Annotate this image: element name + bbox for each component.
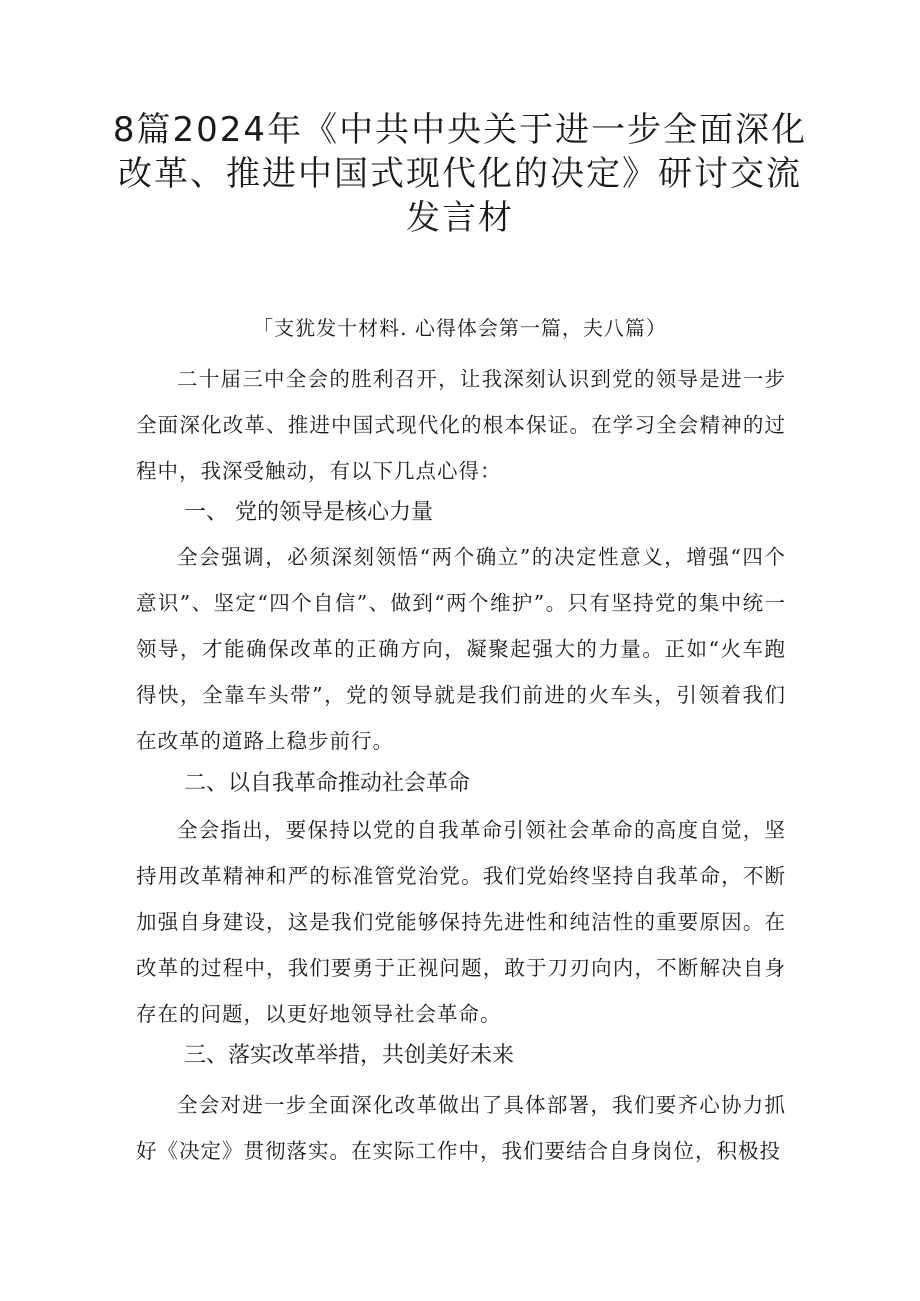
section-1-body: 全会强调，必须深刻领悟“两个确立”的决定性意义，增强“四个意识”、坚定“四个自信”、做到“两个维护”。只有坚持党的集中统一领导，才能确保改革的正确方向，凝聚起强大的力量。正如“火车跑得快，全靠车头带”，党的领导就是我们前进的火车头，引领着我们在改革的道路上稳步前行。 [136, 545, 786, 753]
document-subtitle: 「支犹发十材料. 心得体会第一篇，夫八篇） [253, 316, 667, 340]
intro-paragraph: 二十届三中全会的胜利召开，让我深刻认识到党的领导是进一步全面深化改革、推进中国式现代化的根本保证。在学习全会精神的过程中，我深受触动，有以下几点心得： [136, 367, 786, 483]
title-line-1: 8篇2024年《中共中央关于进一步全面深化 [112, 110, 808, 150]
section-2-body: 全会指出，要保持以党的自我革命引领社会革命的高度自觉，坚持用改革精神和严的标准管党治党。我们党始终坚持自我革命，不断加强自身建设，这是我们党能够保持先进性和纯洁性的重要原因。在改革的过程中，我们要勇于正视问题，敢于刀刃向内，不断解决自身存在的问题，以更好地领导社会革命。 [136, 818, 786, 1026]
section-3-heading: 三、落实改革举措，共创美好未来 [184, 1043, 515, 1068]
section-3-body: 全会对进一步全面深化改革做出了具体部署，我们要齐心协力抓好《决定》贯彻落实。在实际工作中，我们要结合自身岗位，积极投 [136, 1093, 786, 1163]
document-title [60, 108, 860, 240]
title-line-3: 发言材 [406, 198, 514, 238]
section-1-heading: 一、 党的领导是核心力量 [184, 500, 433, 525]
section-2-heading: 二、以自我革命推动社会革命 [184, 771, 471, 796]
title-line-2: 改革、推进中国式现代化的决定》研讨交流 [118, 154, 802, 194]
